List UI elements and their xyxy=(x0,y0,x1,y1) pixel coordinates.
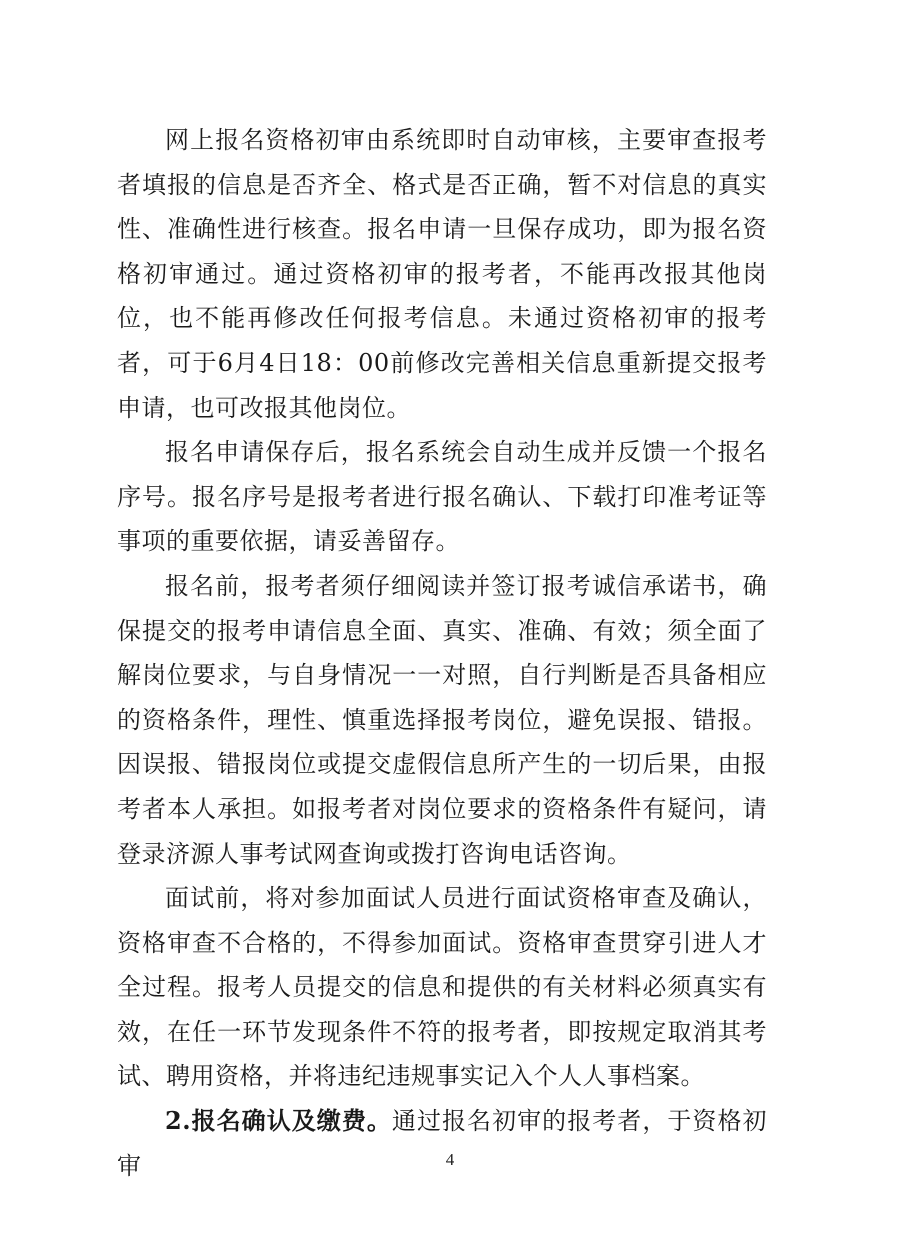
paragraph-text: 面试前，将对参加面试人员进行面试资格审查及确认，资格审查不合格的，不得参加面试。资格审查贯穿引进人才全过程。报考人员提交的信息和提供的有关材料必须真实有效，在任一环节发现条件不符的报考者，即按规定取消其考试、聘用资格，并将违纪违规事实记入个人人事档案。 xyxy=(117,884,767,1091)
paragraph-integrity-commitment xyxy=(117,564,767,876)
document-body xyxy=(117,118,767,1188)
paragraph-text: 通过报名初审的报考者，于资格初审 xyxy=(117,1107,767,1180)
paragraph-interview-review xyxy=(117,876,767,1099)
paragraph-preliminary-review xyxy=(117,118,767,430)
page-number: 4 xyxy=(445,1150,455,1169)
section-heading: 2.报名确认及缴费。 xyxy=(165,1106,392,1136)
paragraph-text: 网上报名资格初审由系统即时自动审核，主要审查报考者填报的信息是否齐全、格式是否正确，暂不对信息的真实性、准确性进行核查。报名申请一旦保存成功，即为报名资格初审通过。通过资格初审的报考者，不能再改报其他岗位，也不能再修改任何报考信息。未通过资格初审的报考者，可于6月4日18：00前修改完善相关信息重新提交报考申请，也可改报其他岗位。 xyxy=(117,126,767,422)
paragraph-text: 报名申请保存后，报名系统会自动生成并反馈一个报名序号。报名序号是报考者进行报名确认、下载打印准考证等事项的重要依据，请妥善留存。 xyxy=(117,438,767,556)
paragraph-confirmation-payment xyxy=(117,1099,767,1188)
paragraph-text: 报名前，报考者须仔细阅读并签订报考诚信承诺书，确保提交的报考申请信息全面、真实、准确、有效；须全面了解岗位要求，与自身情况一一对照，自行判断是否具备相应的资格条件，理性、慎重选择报考岗位，避免误报、错报。因误报、错报岗位或提交虚假信息所产生的一切后果，由报考者本人承担。如报考者对岗位要求的资格条件有疑问，请登录济源人事考试网查询或拨打咨询电话咨询。 xyxy=(117,571,767,868)
paragraph-registration-number xyxy=(117,430,767,564)
